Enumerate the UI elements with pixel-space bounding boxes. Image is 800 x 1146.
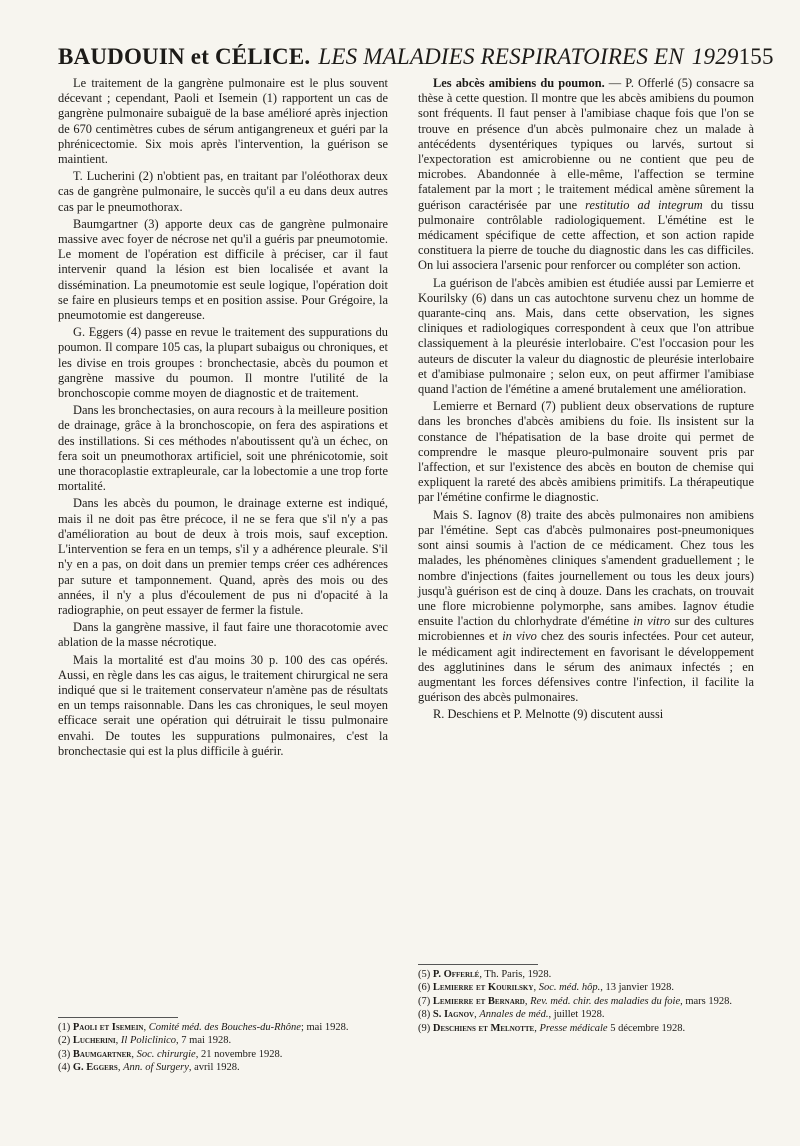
right-column	[418, 76, 754, 725]
latin-phrase: restitutio ad integrum	[585, 197, 703, 212]
paragraph: Dans les bronchectasies, on aura recours à la meilleure position de drainage, grâce à la bronchoscopie, on fera des aspirations et des instillations. Si ces méthodes n'aboutissent qu'à un échec, on fera soit un pneumothorax artificiel, soit une phrénicotomie, soit une thoracoplastie extrapleurale, car la lobectomie a une trop forte mortalité.	[58, 403, 388, 494]
header-authors: BAUDOUIN et CÉLICE.	[58, 44, 311, 69]
section-paragraph	[418, 76, 754, 274]
left-column	[58, 76, 388, 761]
footnote-rule	[58, 1017, 178, 1018]
paragraph: Dans les abcès du poumon, le drainage externe est indiqué, mais il ne doit pas être précoce, il ne se fera que s'il n'y a pas d'amélioration au bout de deux à trois mois, sauf exception. L'intervention se fera en un temps, s'il y a adhérence pleurale. S'il n'y en a pas, on doit dans un premier temps créer ces adhérences par suture et tamponnement. Quand, après des mois ou des années, il n'y a plus d'écoulement de pus ni d'opacité à la radiographie, on peut essayer de fermer la fistule.	[58, 496, 388, 617]
paragraph-text: — P. Offerlé (5) consacre sa thèse à cette question. Il montre que les abcès amibiens du poumon sont fréquents. Il faut penser à l'amibiase chaque fois que l'on se trouve en présence d'un abcès pulmonaire chez un malade à antécédents dysentériques typiques ou larvés, surtout si l'expectoration est amicrobienne ou ne contient que peu de microbes. Abandonnée à elle-même, l'affection se termine fatalement par la mort ; le traitement médical amène sûrement la guérison caractérisée par une	[418, 76, 755, 212]
paragraph: Baumgartner (3) apporte deux cas de gangrène pulmonaire massive avec foyer de nécrose net qu'il a guéris par pneumotomie. Le moment de l'opération est difficile à préciser, car il faut intervenir quand la lésion est bien localisée et avant la dissémination. La pneumotomie est seule logique, l'opération doit se faire en plusieurs temps et en position assise. Pour Grégoire, la pneumotomie est dangereuse.	[58, 216, 388, 323]
header-title: LES MALADIES RESPIRATOIRES EN	[318, 44, 684, 69]
footnote-rule	[418, 964, 538, 965]
footnotes-right	[418, 964, 754, 1036]
page-number: 155	[738, 44, 774, 69]
footnote: (6) Lemierre et Kourilsky, Soc. méd. hôp., 13 janvier 1928.	[418, 982, 674, 994]
footnote: (4) G. Eggers, Ann. of Surgery, avril 1928.	[58, 1062, 240, 1074]
footnote: (2) Lucherini, Il Policlinico, 7 mai 1928.	[58, 1035, 232, 1047]
paragraph-text: du tissu pulmonaire contrôlable radiologiquement. L'émétine est le médicament spécifique de cette affection, et son action rapide constituera la pierre de touche du diagnostic dans les cas difficiles. On lui associera l'arsenic pour renforcer ou compléter son action.	[418, 197, 755, 273]
paragraph: Dans la gangrène massive, il faut faire une thoracotomie avec ablation de la masse nécrotique.	[58, 620, 388, 650]
paragraph: Lemierre et Bernard (7) publient deux observations de rupture dans les bronches d'abcès amibiens du foie. Ils insistent sur la constance de l'hépatisation de la base droite qui permet de comprendre le masque pleuro-pulmonaire souvent pris par l'affection, et sur l'existence des abcès en bouton de chemise qui expliquent la rareté des abcès amibiens primitifs. La thérapeutique par l'émétine confirme le diagnostic.	[418, 399, 754, 505]
paragraph: T. Lucherini (2) n'obtient pas, en traitant par l'oléothorax deux cas de gangrène pulmonaire, le succès qu'il a eu dans deux autres cas par le pneumothorax.	[58, 169, 388, 214]
paragraph: G. Eggers (4) passe en revue le traitement des suppurations du poumon. Il compare 105 cas, la plupart subaigus ou chroniques, et les divise en trois groupes : bronchectasie, abcès du poumon et gangrène massive du poumon. Il montre l'utilité de la bronchoscopie comme moyen de diagnostic et de traitement.	[58, 325, 388, 401]
paragraph: La guérison de l'abcès amibien est étudiée aussi par Lemierre et Kourilsky (6) dans un cas autochtone survenu chez un homme de quarante-cinq ans. Mais, dans cette observation, les signes cliniques et radiologiques correspondent à ceux que l'on attribue classiquement à la pleurésie interlobaire. C'est l'occasion pour les auteurs de discuter la valeur du diagnostic de pleurésie interlobaire et d'amibiase pulmonaire ; selon eux, on peut affirmer l'amibiase quand l'action de l'émétine a amené brutalement une amélioration.	[418, 275, 754, 397]
footnote: (1) Paoli et Isemein, Comité méd. des Bouches-du-Rhône; mai 1928.	[58, 1022, 349, 1033]
paragraph-text: Mais S. Iagnov (8) traite des abcès pulmonaires non amibiens par l'émétine. Sept cas d'abcès pulmonaires post-pneumoniques sont ainsi soumis à l'action de ce médicament. Chez tous les malades, les phénomènes cliniques s'amendent graduellement ; le nombre d'injections (faites journellement ou tous les deux jours) jusqu'à guérison est de cinq à douze. Dans les crachats, on trouvait une flore microbienne polymorphe, sans amibes. Iagnov étudie ensuite l'action du chlorhydrate d'émétine	[418, 507, 754, 629]
paragraph	[418, 508, 754, 706]
latin-phrase: in vivo	[502, 629, 537, 644]
footnotes-left	[58, 1017, 388, 1076]
paragraph: Le traitement de la gangrène pulmonaire est le plus souvent décevant ; cependant, Paoli et Isemein (1) rapportent un cas de gangrène pulmonaire subaiguë de la base amélioré après injection de 670 centimètres cubes de sérum antigangreneux et guéri par la phrénicectomie. Six mois après l'intervention, la guérison se maintient.	[58, 76, 388, 167]
section-heading: Les abcès amibiens du poumon.	[433, 76, 605, 90]
footnote: (7) Lemierre et Bernard, Rev. méd. chir. des maladies du foie, mars 1928.	[418, 995, 733, 1007]
footnote: (8) S. Iagnov, Annales de méd., juillet 1928.	[418, 1009, 605, 1021]
latin-phrase: in vitro	[633, 614, 671, 629]
paragraph-text: chez des souris infectées. Pour cet auteur, le médicament agit indirectement en favorisant le développement des agglutinines dans le sérum des animaux infectés ; en augmentant les forces défensives contre l'infection, il facilite la guérison des abcès pulmonaires.	[418, 629, 755, 705]
running-header	[58, 44, 774, 70]
footnote: (9) Deschiens et Melnotte, Presse médicale 5 décembre 1928.	[418, 1022, 686, 1034]
paragraph: Mais la mortalité est d'au moins 30 p. 100 des cas opérés. Aussi, en règle dans les cas aigus, le traitement chirurgical ne sera indiqué que si le traitement conservateur n'amène pas de résultats en un temps raisonnable. Dans les cas chroniques, le seul moyen efficace serait une opération qui détruirait le tissu pulmonaire envahi. De toutes les suppurations pulmonaires, c'est la bronchectasie qui est la plus difficile à guérir.	[58, 652, 388, 758]
footnote: (3) Baumgartner, Soc. chirurgie, 21 novembre 1928.	[58, 1048, 283, 1060]
header-year: 1929	[691, 44, 739, 69]
footnote: (5) P. Offerlé, Th. Paris, 1928.	[418, 969, 552, 980]
paragraph-text: sur des cultures microbiennes et	[418, 614, 754, 644]
paragraph: R. Deschiens et P. Melnotte (9) discutent aussi	[433, 707, 664, 722]
